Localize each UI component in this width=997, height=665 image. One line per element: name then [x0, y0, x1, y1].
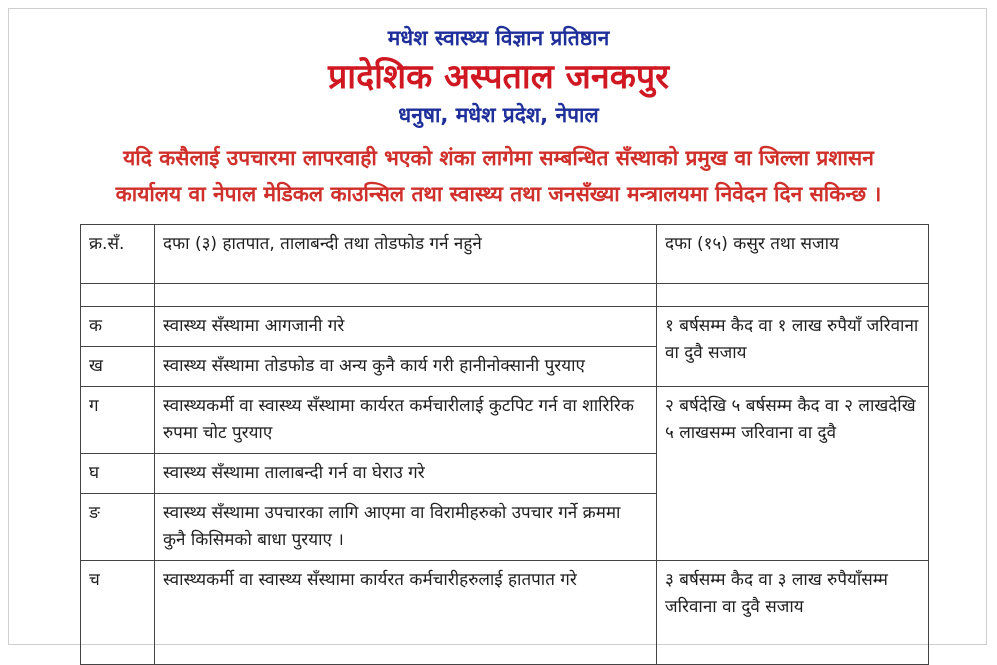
penalty-3: ३ बर्षसम्म कैद वा ३ लाख रुपैयाँसम्म जरिवाना वा दुवै सजाय — [657, 561, 929, 665]
table-row — [81, 387, 929, 454]
row-offense: स्वास्थ्य सँस्थामा उपचारका लागि आएमा वा विरामीहरुको उपचार गर्ने क्रममा कुनै किसिमको बाधा पुरयाए । — [155, 494, 657, 561]
penalty-1: १ बर्षसम्म कैद वा १ लाख रुपैयाँ जरिवाना वा दुवै सजाय — [657, 307, 929, 387]
table-spacer-row — [81, 284, 929, 307]
org-name: मधेश स्वास्थ्य विज्ञान प्रतिष्ठान — [387, 26, 610, 50]
row-serial: ख — [81, 347, 155, 387]
row-offense: स्वास्थ्यकर्मी वा स्वास्थ्य सँस्थामा कार्यरत कर्मचारीलाई कुटपिट गर्न वा शारिरिक रुपमा चोट पुरयाए — [155, 387, 657, 454]
row-offense: स्वास्थ्यकर्मी वा स्वास्थ्य सँस्थामा कार्यरत कर्मचारीहरुलाई हातपात गरे — [155, 561, 657, 665]
row-offense: स्वास्थ्य सँस्थामा तोडफोड वा अन्य कुनै कार्य गरी हानीनोक्सानी पुरयाए — [155, 347, 657, 387]
row-serial: क — [81, 307, 155, 347]
offense-penalty-table — [80, 224, 929, 665]
header-serial: क्र.सँ. — [81, 225, 155, 284]
table-row — [81, 307, 929, 347]
table-row — [81, 561, 929, 665]
header-section-3: दफा (३) हातपात, तालाबन्दी तथा तोडफोड गर्न नहुने — [155, 225, 657, 284]
header-section-15: दफा (१५) कसुर तथा सजाय — [657, 225, 929, 284]
hospital-address: धनुषा, मधेश प्रदेश, नेपाल — [398, 103, 599, 127]
notice-line-1: यदि कसैलाई उपचारमा लापरवाही भएको शंका लागेमा सम्बन्धित सँस्थाको प्रमुख वा जिल्ला प्रशासन — [123, 146, 874, 170]
row-offense: स्वास्थ्य सँस्थामा आगजानी गरे — [155, 307, 657, 347]
row-serial: च — [81, 561, 155, 665]
hospital-name: प्रादेशिक अस्पताल जनकपुर — [327, 57, 670, 97]
row-serial: ङ — [81, 494, 155, 561]
notice-line-2: कार्यालय वा नेपाल मेडिकल काउन्सिल तथा स्वास्थ्य तथा जनसँख्या मन्त्रालयमा निवेदन दिन सकिन्छ । — [115, 182, 882, 206]
row-offense: स्वास्थ्य सँस्थामा तालाबन्दी गर्न वा घेराउ गरे — [155, 454, 657, 494]
table-header-row — [81, 225, 929, 284]
row-serial: ग — [81, 387, 155, 454]
penalty-2: २ बर्षदेखि ५ बर्षसम्म कैद वा २ लाखदेखि ५ लाखसम्म जरिवाना वा दुवै — [657, 387, 929, 561]
row-serial: घ — [81, 454, 155, 494]
